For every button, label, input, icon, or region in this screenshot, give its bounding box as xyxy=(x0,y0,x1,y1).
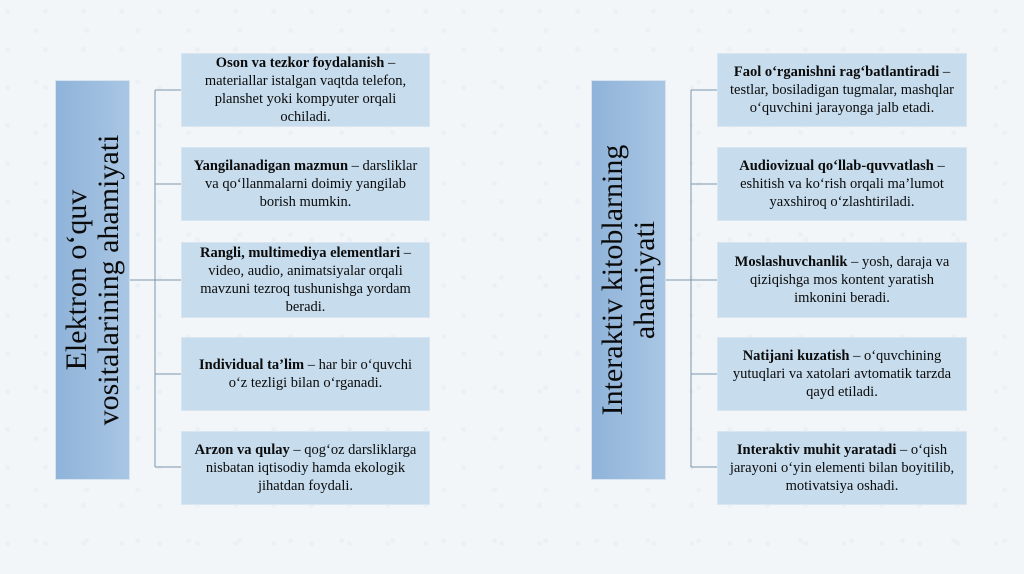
left-node-4-title: Individual ta’lim xyxy=(198,357,305,373)
right-root-title xyxy=(597,145,661,416)
right-node-5-title: Interaktiv muhit yaratadi xyxy=(736,442,897,458)
right-node-1-title: Faol o‘rganishni rag‘batlantiradi xyxy=(733,64,940,80)
right-node-4-title: Natijani kuzatish xyxy=(742,348,850,364)
left-root-title-line2: vositalarining ahamiyati xyxy=(91,134,125,426)
left-node-3-text: – video, audio, animatsiyalar orqali mavzuni tezroq tushunishga yordam beradi. xyxy=(200,245,412,315)
left-node-5-title: Arzon va qulay xyxy=(194,442,290,458)
right-node-2 xyxy=(717,147,967,221)
left-node-5 xyxy=(181,431,430,505)
right-node-1-text: – testlar, bosiladigan tugmalar, mashqlar o‘quvchini jarayonga jalb etadi. xyxy=(730,64,954,116)
left-node-1 xyxy=(181,53,430,127)
right-root-title-line2: ahamiyati xyxy=(627,220,661,340)
left-node-1-title: Oson va tezkor foydalanish xyxy=(215,55,385,71)
left-node-2-text: – darsliklar va qo‘llanmalarni doimiy yangilab borish mumkin. xyxy=(205,158,418,210)
right-node-4-text: – o‘quvchining yutuqlari va xatolari avtomatik tarzda qayd etiladi. xyxy=(732,348,952,400)
left-node-4 xyxy=(181,337,430,411)
right-node-3-text: – yosh, daraja va qiziqishga mos kontent yaratish imkonini beradi. xyxy=(749,254,950,306)
right-root-title-line1: Interaktiv kitoblarning xyxy=(595,144,629,416)
left-node-1-text: – materiallar istalgan vaqtda telefon, planshet yoki kompyuter orqali ochiladi. xyxy=(204,55,407,125)
right-node-1 xyxy=(717,53,967,127)
right-node-3-title: Moslashuvchanlik xyxy=(734,254,848,270)
right-node-2-title: Audiovizual qo‘llab-quvvatlash xyxy=(739,158,934,174)
left-node-3-title: Rangli, multimediya elementlari xyxy=(199,245,401,261)
right-node-3 xyxy=(717,242,967,318)
right-node-5-text: – o‘qish jarayoni o‘yin elementi bilan boyitilib, motivatsiya oshadi. xyxy=(729,442,955,494)
left-root-title xyxy=(61,135,125,426)
right-node-4 xyxy=(717,337,967,411)
right-root-box xyxy=(591,80,666,480)
left-root-box xyxy=(55,80,130,480)
right-node-5 xyxy=(717,431,967,505)
left-node-3 xyxy=(181,242,430,318)
right-node-2-text: – eshitish va ko‘rish orqali ma’lumot yaxshiroq o‘zlashtiriladi. xyxy=(740,158,945,210)
left-node-5-text: – qog‘oz darsliklarga nisbatan iqtisodiy hamda ekologik jihatdan foydali. xyxy=(205,442,417,494)
left-node-2-title: Yangilanadigan mazmun xyxy=(193,158,349,174)
left-node-2 xyxy=(181,147,430,221)
left-root-title-line1: Elektron o‘quv xyxy=(59,189,93,371)
left-node-4-text: – har bir o‘quvchi o‘z tezligi bilan o‘rganadi. xyxy=(228,357,413,391)
